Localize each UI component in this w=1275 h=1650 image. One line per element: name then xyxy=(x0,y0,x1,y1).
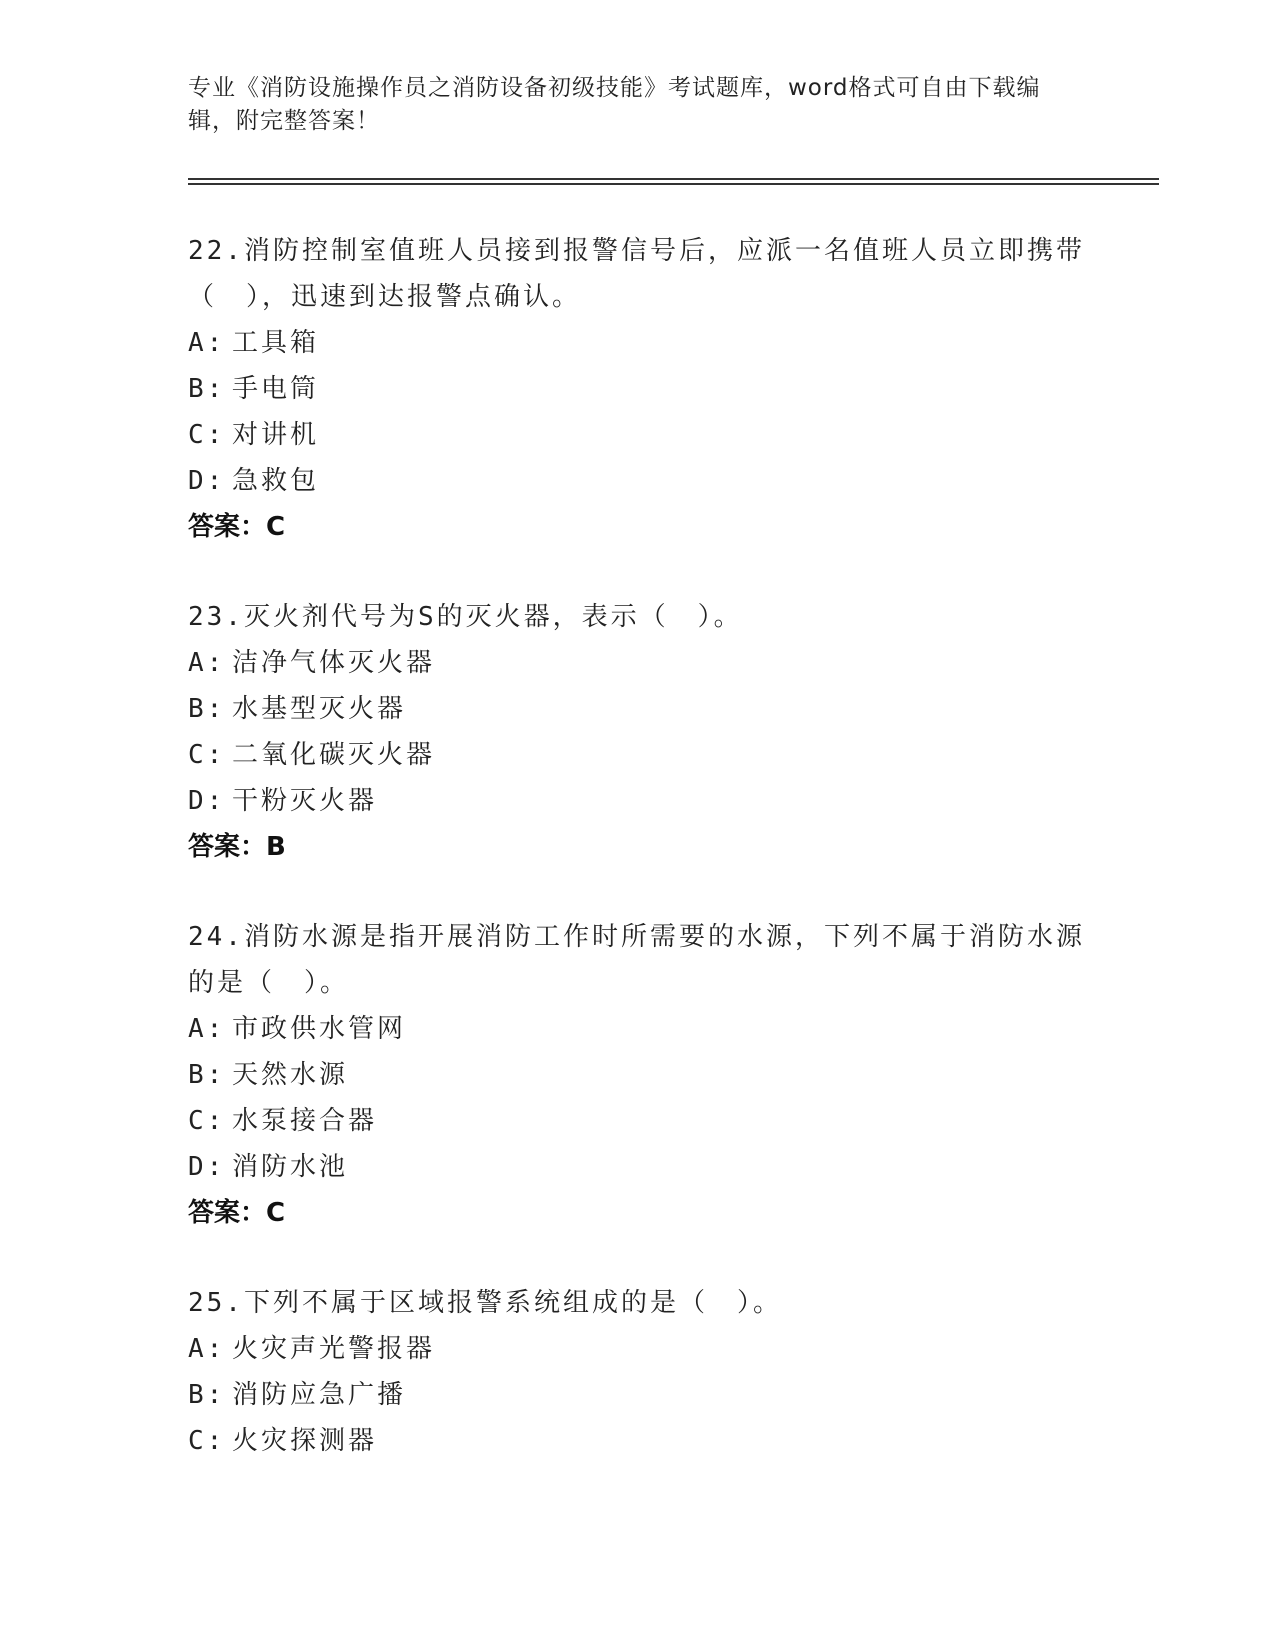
option-d xyxy=(188,458,1088,504)
option-b xyxy=(188,686,1088,732)
option-text: 二氧化碳灭火器 xyxy=(232,740,436,770)
option-letter: C: xyxy=(188,1426,226,1456)
header-divider-top xyxy=(188,178,1159,180)
option-text: 水基型灭火器 xyxy=(232,694,407,724)
question-stem: 23.灭火剂代号为S的灭火器，表示（ ）。 xyxy=(188,602,743,632)
option-text: 洁净气体灭火器 xyxy=(232,648,436,678)
option-text: 消防应急广播 xyxy=(232,1380,407,1410)
option-letter: D: xyxy=(188,786,226,816)
option-letter: D: xyxy=(188,1152,226,1182)
option-d xyxy=(188,1144,1088,1190)
option-c xyxy=(188,1418,1088,1464)
option-text: 天然水源 xyxy=(232,1060,349,1090)
question-stem: 24.消防水源是指开展消防工作时所需要的水源，下列不属于消防水源的是（ ）。 xyxy=(188,922,1085,998)
question-24 xyxy=(188,914,1088,1236)
option-text: 急救包 xyxy=(232,466,320,496)
option-letter: C: xyxy=(188,740,226,770)
option-letter: A: xyxy=(188,1014,226,1044)
question-22 xyxy=(188,228,1088,550)
option-b xyxy=(188,1372,1088,1418)
option-a xyxy=(188,1326,1088,1372)
option-a xyxy=(188,640,1088,686)
answer: 答案：B xyxy=(188,832,286,862)
option-a xyxy=(188,1006,1088,1052)
option-letter: A: xyxy=(188,1334,226,1364)
option-text: 手电筒 xyxy=(232,374,320,404)
option-text: 水泵接合器 xyxy=(232,1106,378,1136)
option-letter: A: xyxy=(188,328,226,358)
question-stem: 25.下列不属于区域报警系统组成的是（ ）。 xyxy=(188,1288,782,1318)
option-letter: B: xyxy=(188,1060,226,1090)
document-header: 专业《消防设施操作员之消防设备初级技能》考试题库，word格式可自由下载编辑，附完整答案！ xyxy=(188,75,1041,134)
option-text: 火灾声光警报器 xyxy=(232,1334,436,1364)
option-b xyxy=(188,366,1088,412)
option-letter: A: xyxy=(188,648,226,678)
question-25 xyxy=(188,1280,1088,1464)
option-b xyxy=(188,1052,1088,1098)
option-text: 消防水池 xyxy=(232,1152,349,1182)
option-text: 市政供水管网 xyxy=(232,1014,407,1044)
question-23 xyxy=(188,594,1088,870)
option-letter: B: xyxy=(188,694,226,724)
answer: 答案：C xyxy=(188,1198,286,1228)
option-text: 工具箱 xyxy=(232,328,320,358)
option-c xyxy=(188,732,1088,778)
option-letter: B: xyxy=(188,374,226,404)
option-c xyxy=(188,412,1088,458)
option-a xyxy=(188,320,1088,366)
option-letter: D: xyxy=(188,466,226,496)
question-stem: 22.消防控制室值班人员接到报警信号后，应派一名值班人员立即携带（ ），迅速到达报警点确认。 xyxy=(188,236,1085,312)
option-letter: C: xyxy=(188,420,226,450)
option-letter: B: xyxy=(188,1380,226,1410)
option-c xyxy=(188,1098,1088,1144)
option-d xyxy=(188,778,1088,824)
option-text: 对讲机 xyxy=(232,420,320,450)
answer: 答案：C xyxy=(188,512,286,542)
option-letter: C: xyxy=(188,1106,226,1136)
header-divider-bottom xyxy=(188,183,1159,185)
option-text: 干粉灭火器 xyxy=(232,786,378,816)
option-text: 火灾探测器 xyxy=(232,1426,378,1456)
